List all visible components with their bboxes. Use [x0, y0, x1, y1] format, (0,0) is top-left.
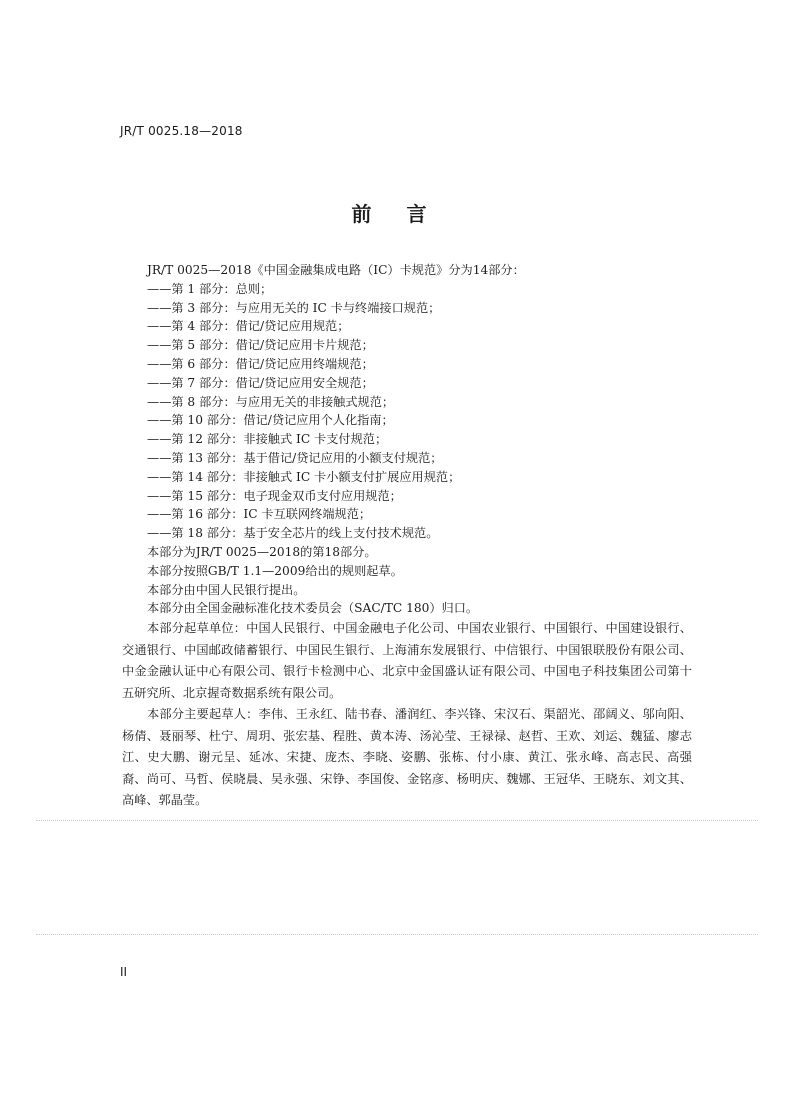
- statement-proposer: 本部分由中国人民银行提出。: [147, 582, 306, 597]
- list-item: ——第 15 部分：电子现金双币支付应用规范；: [147, 488, 402, 503]
- divider: [36, 934, 758, 935]
- page-number: II: [120, 965, 128, 979]
- divider: [36, 820, 758, 821]
- list-item: ——第 18 部分：基于安全芯片的线上支付技术规范。: [147, 526, 439, 541]
- statement-committee: 本部分由全国金融标准化技术委员会（SAC/TC 180）归口。: [147, 601, 479, 616]
- list-item: ——第 5 部分：借记/贷记应用卡片规范；: [147, 338, 374, 353]
- parts-list: [122, 280, 692, 543]
- list-item: ——第 14 部分：非接触式 IC 卡小额支付扩展应用规范；: [147, 469, 461, 484]
- list-item: ——第 10 部分：借记/贷记应用个人化指南；: [147, 413, 394, 428]
- intro-line: JR/T 0025—2018《中国金融集成电路（IC）卡规范》分为14部分：: [147, 263, 525, 277]
- drafters-paragraph: 本部分主要起草人：李伟、王永红、陆书春、潘润红、李兴锋、宋汉石、渠韶光、邵阔义、邬向阳、杨倩、聂丽琴、杜宁、周玥、张宏基、程胜、黄本涛、汤沁莹、王禄禄、赵哲、王欢、刘运、魏猛、廖志江、史大鹏、谢元呈、延冰、宋捷、庞杰、李晓、姿鹏、张栋、付小康、黄江、张永峰、高志民、高强裔、尚可、马哲、侯晓晨、吴永强、宋铮、李国俊、金铭彦、杨明庆、魏娜、王冠华、王晓东、刘文其、高峰、郭晶莹。: [122, 707, 692, 808]
- list-item: ——第 7 部分：借记/贷记应用安全规范；: [147, 375, 374, 390]
- list-item: ——第 4 部分：借记/贷记应用规范；: [147, 319, 350, 334]
- statement-part-number: 本部分为JR/T 0025—2018的第18部分。: [147, 544, 377, 559]
- list-item: ——第 8 部分：与应用无关的非接触式规范；: [147, 394, 395, 409]
- foreword-body: [122, 261, 692, 812]
- list-item: ——第 3 部分：与应用无关的 IC 卡与终端接口规范；: [147, 300, 441, 315]
- standard-code: JR/T 0025.18—2018: [120, 124, 243, 138]
- list-item: ——第 1 部分：总则；: [147, 281, 273, 296]
- list-item: ——第 16 部分：IC 卡互联网终端规范；: [147, 507, 372, 522]
- drafting-units-paragraph: 本部分起草单位：中国人民银行、中国金融电子化公司、中国农业银行、中国银行、中国建设银行、交通银行、中国邮政储蓄银行、中国民生银行、上海浦东发展银行、中信银行、中国银联股份有限公司、中金金融认证中心有限公司、银行卡检测中心、北京中金国盛认证有限公司、中国电子科技集团公司第十五研究所、北京握奇数据系统有限公司。: [122, 621, 692, 700]
- statement-drafting-rules: 本部分按照GB/T 1.1—2009给出的规则起草。: [147, 563, 403, 578]
- list-item: ——第 13 部分：基于借记/贷记应用的小额支付规范；: [147, 450, 443, 465]
- list-item: ——第 6 部分：借记/贷记应用终端规范；: [147, 356, 374, 371]
- list-item: ——第 12 部分：非接触式 IC 卡支付规范；: [147, 432, 388, 447]
- page-title: 前 言: [351, 202, 441, 226]
